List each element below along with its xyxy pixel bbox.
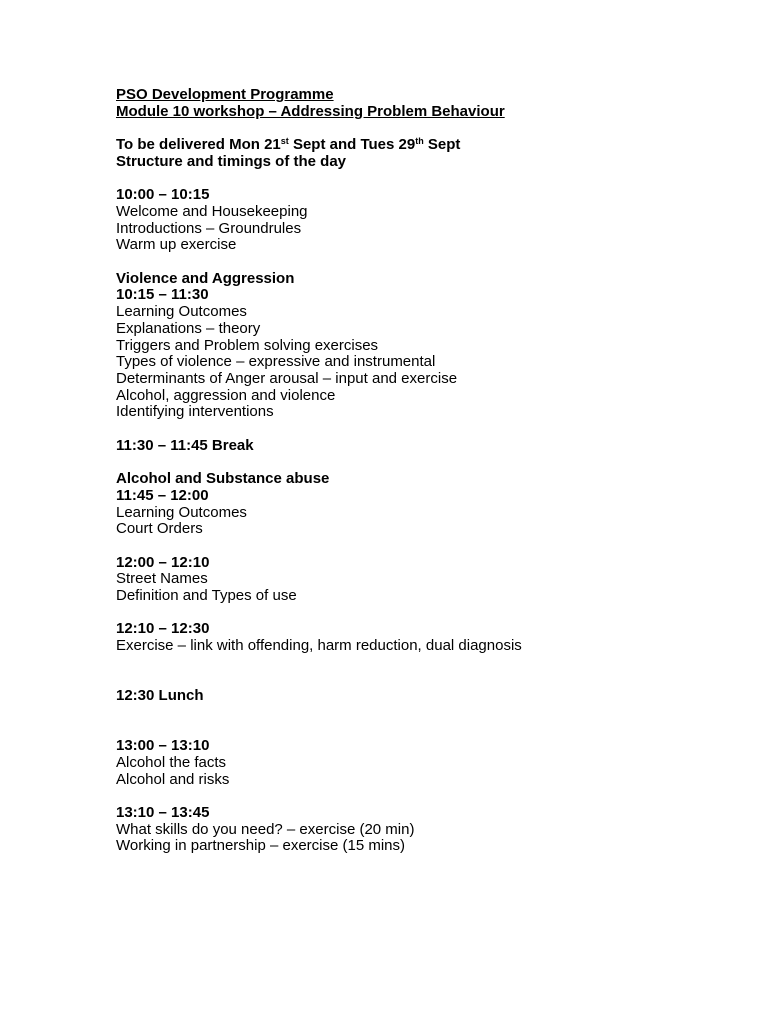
- section-heading: Violence and Aggression: [116, 269, 295, 287]
- session-time: 12:00 – 12:10: [116, 553, 210, 571]
- agenda-item: What skills do you need? – exercise (20 min): [116, 820, 415, 838]
- agenda-item: Identifying interventions: [116, 403, 274, 421]
- session-time: 10:00 – 10:15: [116, 186, 210, 204]
- agenda-item: Warm up exercise: [116, 236, 237, 254]
- agenda-item: Alcohol the facts: [116, 753, 227, 771]
- agenda-item: Alcohol and risks: [116, 770, 230, 788]
- agenda-item: Welcome and Housekeeping: [116, 202, 308, 220]
- programme-title: PSO Development Programme: [116, 86, 334, 103]
- delivery-dates: To be delivered Mon 21st Sept and Tues 29th Sept: [116, 136, 461, 154]
- session-time: 13:00 – 13:10: [116, 737, 210, 755]
- agenda-item: Court Orders: [116, 520, 203, 538]
- lunch-time: 12:30 Lunch: [116, 687, 204, 705]
- break-time: 11:30 – 11:45 Break: [116, 436, 254, 454]
- agenda-item: Triggers and Problem solving exercises: [116, 336, 379, 354]
- agenda-item: Exercise – link with offending, harm reduction, dual diagnosis: [116, 637, 522, 655]
- document-page: [116, 87, 736, 855]
- session-time: 10:15 – 11:30: [116, 286, 209, 304]
- module-title: Module 10 workshop – Addressing Problem Behaviour: [116, 102, 505, 120]
- agenda-item: Alcohol, aggression and violence: [116, 386, 336, 404]
- agenda-item: Introductions – Groundrules: [116, 219, 302, 237]
- agenda-item: Explanations – theory: [116, 319, 261, 337]
- session-time: 11:45 – 12:00: [116, 486, 209, 504]
- agenda-item: Definition and Types of use: [116, 587, 297, 604]
- structure-heading: Structure and timings of the day: [116, 152, 347, 170]
- agenda-item: Street Names: [116, 570, 208, 588]
- agenda-item: Types of violence – expressive and instrumental: [116, 353, 436, 371]
- agenda-item: Determinants of Anger arousal – input and exercise: [116, 369, 458, 387]
- agenda-item: Learning Outcomes: [116, 303, 247, 321]
- agenda-item: Learning Outcomes: [116, 503, 247, 521]
- session-time: 12:10 – 12:30: [116, 620, 210, 638]
- session-time: 13:10 – 13:45: [116, 804, 210, 822]
- agenda-item: Working in partnership – exercise (15 mins): [116, 837, 406, 855]
- section-heading: Alcohol and Substance abuse: [116, 470, 330, 488]
